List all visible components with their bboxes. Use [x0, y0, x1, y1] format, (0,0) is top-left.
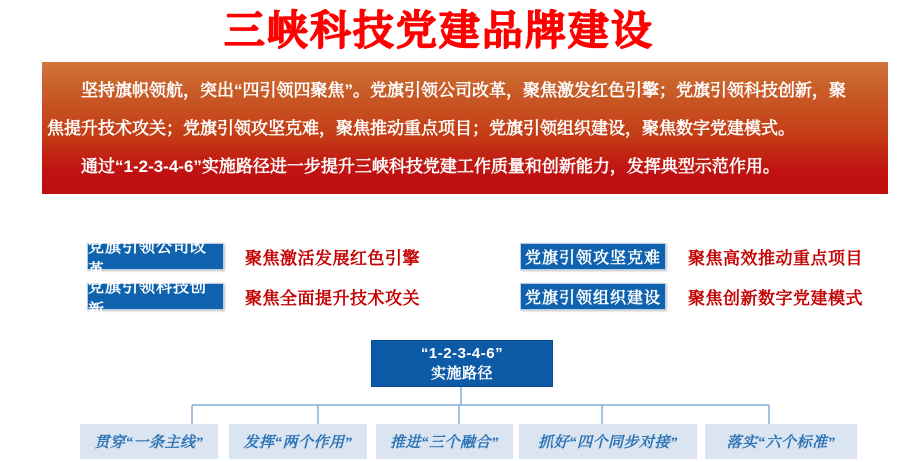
focus-text-tech-research: 聚焦全面提升技术攻关 [245, 289, 420, 308]
path-item-six-standards: 落实“六个标准” [705, 424, 857, 459]
focus-text-key-projects: 聚焦高效推动重点项目 [688, 249, 863, 268]
path-item-four-sync: 抓好“四个同步对接” [519, 424, 697, 459]
page-title: 三峡科技党建品牌建设 [223, 7, 654, 53]
focus-text-digital-party: 聚焦创新数字党建模式 [688, 289, 863, 308]
banner-line-2: 焦提升技术攻关；党旗引领攻坚克难，聚焦推动重点项目；党旗引领组织建设，聚焦数字党建模式。 [47, 119, 795, 138]
banner-line-1: 坚持旗帜领航，突出“四引领四聚焦”。党旗引领公司改革，聚焦激发红色引擎；党旗引领科技创新，聚 [81, 81, 846, 100]
path-item-main-line: 贯穿“一条主线” [80, 424, 218, 459]
path-root-line1: “1-2-3-4-6” [420, 344, 504, 362]
lead-box-overcome-difficulties: 党旗引领攻坚克难 [520, 243, 666, 270]
lead-box-tech-innovation: 党旗引领科技创新 [87, 283, 224, 310]
focus-text-red-engine: 聚焦激活发展红色引擎 [245, 249, 420, 268]
path-item-three-integrations: 推进“三个融合” [376, 424, 513, 459]
lead-box-organization-building: 党旗引领组织建设 [520, 283, 666, 310]
path-root-line2: 实施路径 [430, 364, 493, 382]
lead-box-company-reform: 党旗引领公司改革 [87, 243, 224, 270]
path-item-two-roles: 发挥“两个作用” [229, 424, 367, 459]
banner-line-3: 通过“1-2-3-4-6”实施路径进一步提升三峡科技党建工作质量和创新能力，发挥典型示范作用。 [81, 157, 780, 176]
